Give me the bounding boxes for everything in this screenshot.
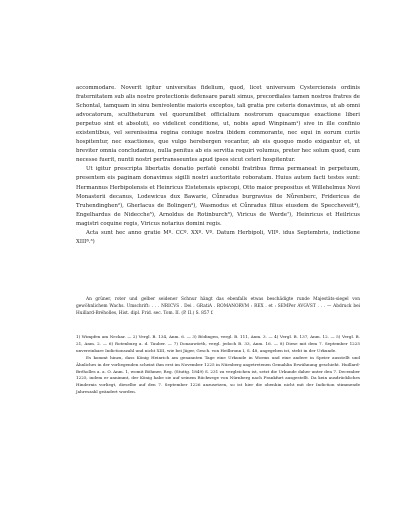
seal-description [76, 296, 360, 317]
charter-paragraph: Ut igitur prescripta libertatis donatio perfatè cenobii fratribus firma permaneat in perpetuum, presentem eis paginam donavimus sigilli nostri auctoritate roboratam. Huius autem facti testes sunt: Hermannus Herbipolensis et Heinricus Eistetensis episcopi, Otto maior prepositus et Willehelmus Novi Monasterii decanus, Lodewicus dux Bawarie, Cůnradus burgravius de Nůrenberc, Fridericus de Truhendinghen²), Gherlacus de Bolingen³), Wasmodus et Cůnradus filius eiusdem de Speccheveit⁴), Engelhardus de Nidecche⁵), Arnoldus de Rotinburch⁶), Viricus de Werde⁷), Heinricus et Heilricus magistri coquine regis, Viricus notarius domini regis. [76, 166, 360, 227]
seal-note: An grüner, roter und gelber seidener Schnur hängt das ebenfalls etwas beschädigte runde Majestäts-siegel von gewöhnlichem Wachs. Umschrift: . . . NRICVS . Dei . GRatiA . ROMANORVM : REX . et : SEMPer AVGVST . . . — Abdruck bei Huillard-Bréholles, Hist. dipl. Frid. sec. Tom. II. (P. II.) S. 857 f. [76, 297, 360, 317]
footnote-list: 1) Wimpfen am Neckar. — 2) Vergl. B. 134, Anm. 6. — 3) Bödingen, vergl. B. 111, Anm. 3. — 4) Vergl. B. 137, Anm. 12. — 5) Vergl. B. 21, Anm. 2. — 6) Rotenburg a. d. Tauber. — 7) Donauwörth, vergl. jedoch B. 33, Anm. 16. — 8) Diese mit dem 7. September 1225 unvereinbare Indictionszahl und nicht XIII, wie bei Jäger, Gesch. von Heilbronn I, S. 48, angegeben ist, steht in der Urkunde. [76, 334, 360, 353]
charter-dating: Acta sunt hec anno gratie Mº. CCº. XXº. Vº. Datum Herbipoli, VIIº. idus Septembris, indictione XIIIª.³) [76, 229, 360, 245]
charter-text [76, 84, 360, 247]
charter-paragraph: accommodare. Noverit igitur universitas fidelium, quod, licet universum Cysterciensis ordinis fraternitatem sub alis nostre protectionis defensare parati simus, precordiales tamen nostros fratres de Schontal, tamquam in sinu benivolentie maioris exceptos, tali gratia pre ceteris donavimus, ut ab omni advocatorum, scultheturum vel quorumlibet officialium nostrorum quacumque exactione liberi perpetuo sint et absoluti, eo videlicet conditione, ut, nobis apud Winpinam¹) sive in ille confinio existentibus, vel serenissima regina coniuge nostra ibidem commorante, nec equi in eorum curiis hospitentur, nec exactiones, que vulgo herebergen vocantur, ab eis quoquo modo exigantur et, ut breviter omnia concludamus, nulla penitus ab eis servitia requiri volumus, preter hec solum quod, cum necesse fuerit, nuntii nostri pertransseuntes apud ipsos sicut ceteri hospitentur. [76, 85, 360, 164]
footnotes [76, 334, 360, 396]
footnote-commentary: Es kommt hinzu, dass König Heinrich am genannten Tage eine Urkunde in Worms und eine andere in Speier ausstellt und Ähnliches in der vorliegenden scheint ihm erst im November 1225 in Nürnberg angetretenen Gemahlin Erwähnung geschieht. Huillard-Bréholles a. a. O. Anm. 1, womit Böhmer, Reg. (Stuttg. 1849) S. 231 zu vergleichen ist, setzt die Urkunde daher unter den 7. December 1225, indem er annimmt, der König habe sie auf seinem Rückwege von Nürnberg nach Frankfurt ausgestellt. Da kein ausdrückliches Hindernis vorliegt, dieselbe auf den 7. September 1226 anzusetzen, so ist hier die obenhin nicht mit der Indiction stimmende Jahreszahl geändert worden. [76, 354, 360, 395]
